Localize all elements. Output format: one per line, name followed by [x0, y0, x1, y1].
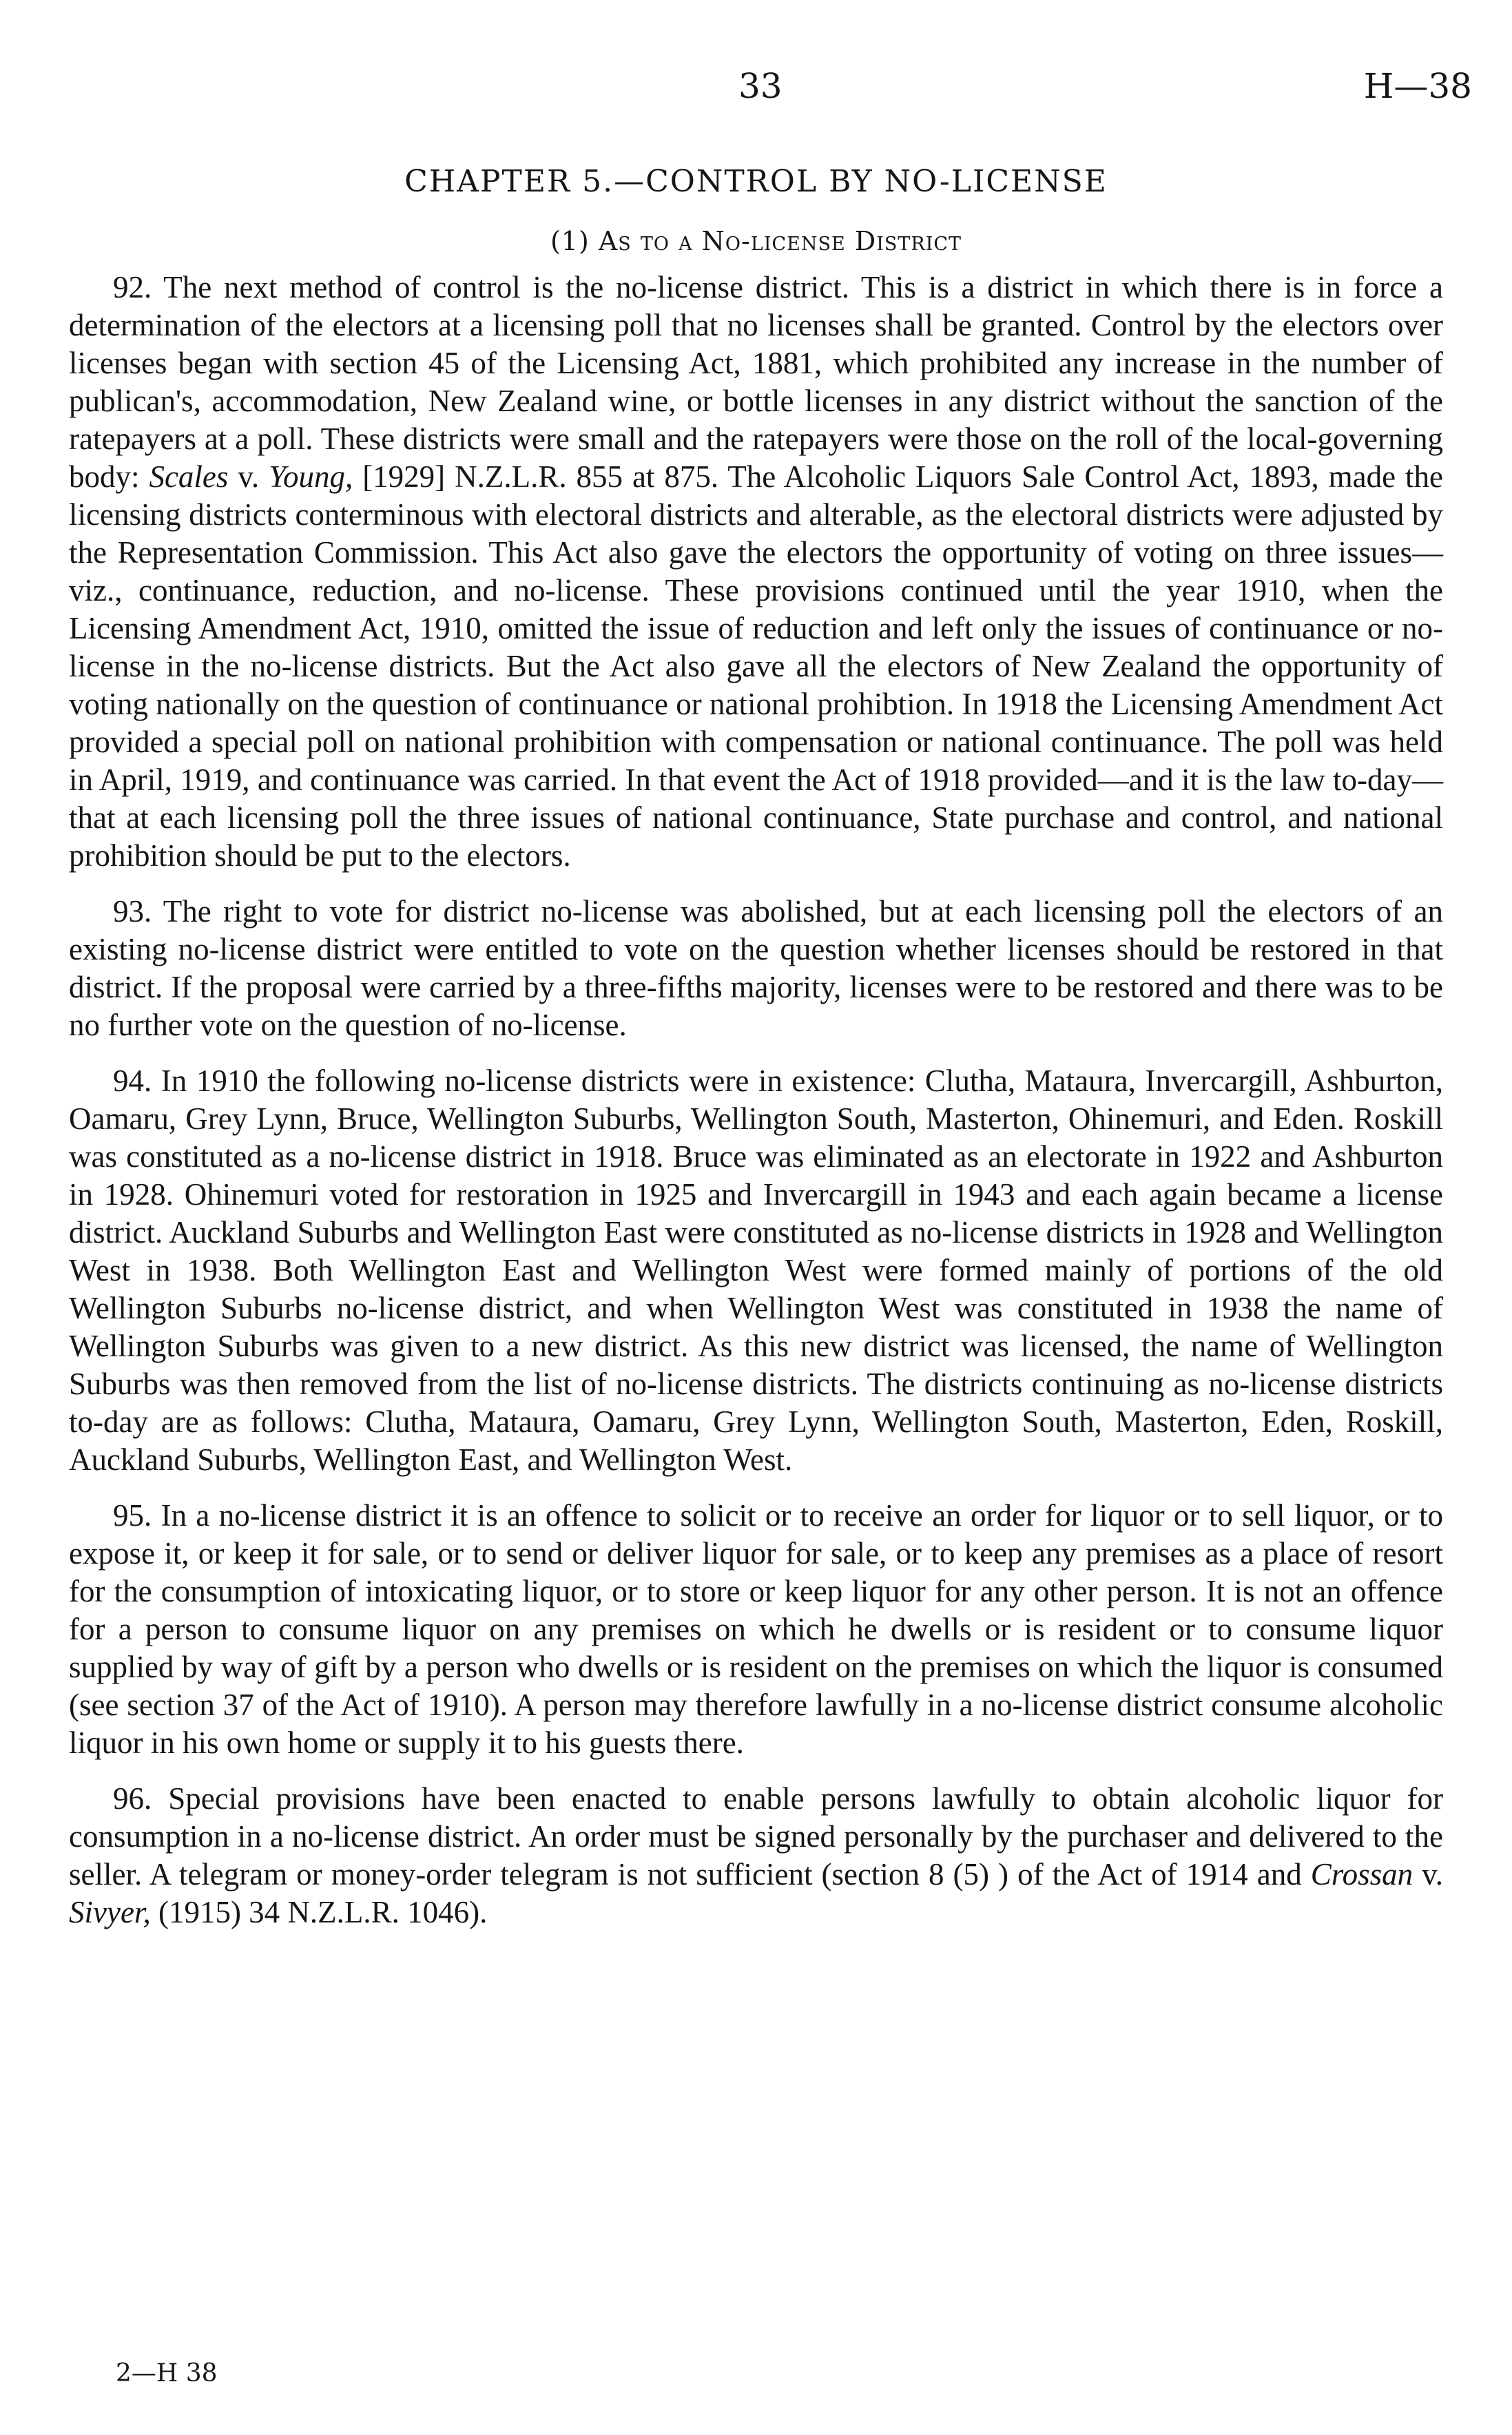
- page-header: [0, 66, 1512, 121]
- paragraph-94: 94. In 1910 the following no-license districts were in existence: Clutha, Mataura, Invercargill, Ashburton, Oamaru, Grey Lynn, Bruce, Wellington Suburbs, Wellington South, Masterton, Ohinemuri, and Eden. Roskill was constituted as a no-license district in 1918. Bruce was eliminated as an electorate in 1922 and Ashburton in 1928. Ohinemuri voted for restoration in 1925 and Invercargill in 1943 and each again became a license district. Auckland Suburbs and Wellington East were constituted as no-license districts in 1928 and Wellington West in 1938. Both Wellington East and Wellington West were formed mainly of portions of the old Wellington Suburbs no-license district, and when Wellington West was constituted in 1938 the name of Wellington Suburbs was given to a new district. As this new district was licensed, the name of Wellington Suburbs was then removed from the list of no-license districts. The districts continuing as no-license districts to-day are as follows: Clutha, Mataura, Oamaru, Grey Lynn, Wellington South, Masterton, Eden, Roskill, Auckland Suburbs, Wellington East, and Wellington West.: [69, 1064, 1443, 1477]
- chapter-title: CHAPTER 5.—CONTROL BY NO-LICENSE: [404, 164, 1108, 199]
- paragraph-92-text-2: [1929] N.Z.L.R. 855 at 875. The Alcoholic Liquors Sale Control Act, 1893, made the licensing districts conterminous with electoral districts and alterable, as the electoral districts were adjusted by the Representation Commission. This Act also gave the electors the opportunity of voting on three issues—viz., continuance, reduction, and no-license. These provisions continued until the year 1910, when the Licensing Amendment Act, 1910, omitted the issue of reduction and left only the issues of continuance or no-license in the no-license districts. But the Act also gave all the electors of New Zealand the opportunity of voting nationally on the question of continuance or national prohibtion. In 1918 the Licensing Amendment Act provided a special poll on national prohibition with compensation or national continuance. The poll was held in April, 1919, and continuance was carried. In that event the Act of 1918 provided—and it is the law to-day—that at each licensing poll the three issues of national continuance, State purchase and control, and national prohibition should be put to the electors.: [69, 459, 1443, 873]
- case-citation-versus: v.: [1413, 1857, 1443, 1892]
- paragraph-92-text-1: 92. The next method of control is the no-license district. This is a district in which there is in force a determination of the electors at a licensing poll that no licenses shall be granted. Control by the electors over licenses began with section 45 of the Licensing Act, 1881, which prohibited any increase in the number of publican's, accommodation, New Zealand wine, or bottle licenses in any district without the sanction of the ratepayers at a poll. These districts were small and the ratepayers were those on the roll of the local-governing body:: [69, 270, 1443, 494]
- body-text: [69, 269, 1443, 1949]
- printer-signature: 2—H 38: [116, 2359, 218, 2387]
- page-number: 33: [738, 66, 783, 106]
- paragraph-96: [69, 1780, 1443, 1931]
- paragraph-95: 95. In a no-license district it is an offence to solicit or to receive an order for liquor or to sell liquor, or to expose it, or keep it for sale, or to send or deliver liquor for sale, or to keep any premises as a place of resort for the consumption of intoxicating liquor, or to store or keep liquor for any other person. It is not an offence for a person to consume liquor on any premises on which he dwells or is resident or to consume liquor supplied by way of gift by a person who dwells or is resident on the premises on which the liquor is consumed (see section 37 of the Act of 1910). A person may therefore lawfully in a no-license district consume alcoholic liquor in his own home or supply it to his guests there.: [69, 1498, 1443, 1760]
- case-citation-party-2: Sivyer,: [69, 1895, 151, 1929]
- section-heading: (1) As to a No-license District: [550, 226, 962, 256]
- case-citation-party-2: Young,: [269, 459, 353, 494]
- paragraph-92: [69, 269, 1443, 875]
- case-citation-party-1: Crossan: [1310, 1857, 1413, 1892]
- report-code: H—38: [1363, 66, 1472, 106]
- paragraph-93: 93. The right to vote for district no-license was abolished, but at each licensing poll the electors of an existing no-license district were entitled to vote on the question whether licenses should be restored in that district. If the proposal were carried by a three-fifths majority, licenses were to be restored and there was to be no further vote on the question of no-license.: [69, 894, 1443, 1042]
- case-citation-versus: v.: [228, 459, 269, 494]
- paragraph-96-text-2: (1915) 34 N.Z.L.R. 1046).: [150, 1895, 488, 1929]
- paragraph-96-text-1: 96. Special provisions have been enacted to enable persons lawfully to obtain alcoholic liquor for consumption in a no-license district. An order must be signed personally by the purchaser and delivered to the seller. A telegram or money-order telegram is not sufficient (section 8 (5) ) of the Act of 1914 and: [69, 1781, 1443, 1892]
- case-citation-party-1: Scales: [149, 459, 229, 494]
